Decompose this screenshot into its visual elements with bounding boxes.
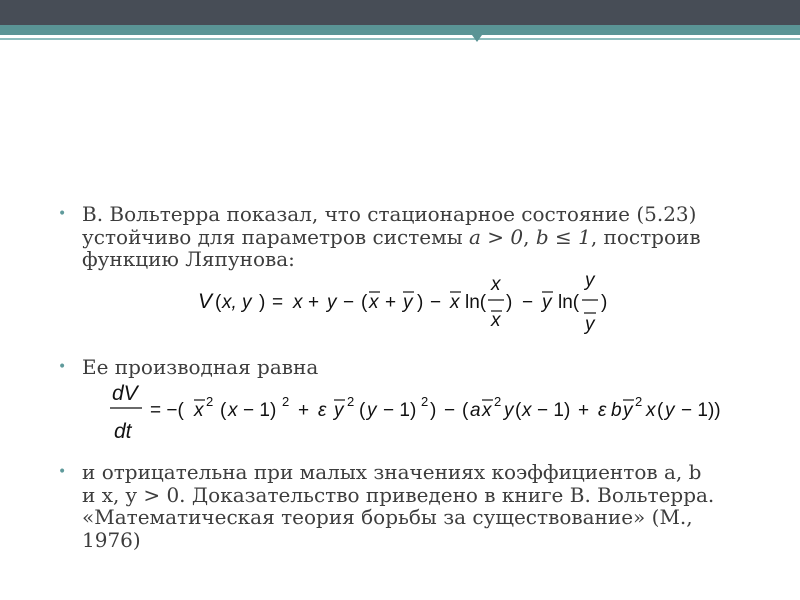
bullet-icon: • — [58, 206, 67, 222]
svg-text:): ) — [601, 292, 608, 313]
svg-text:dV: dV — [112, 382, 138, 405]
svg-text:ε: ε — [598, 400, 607, 421]
svg-text:+: + — [308, 292, 320, 313]
svg-text:(: ( — [657, 400, 664, 421]
accent-bar — [0, 25, 800, 35]
bullet-icon: • — [58, 464, 67, 480]
svg-text:dt: dt — [114, 420, 132, 443]
svg-text:): ) — [259, 292, 266, 313]
svg-text:x: x — [491, 310, 501, 331]
svg-text:y: y — [504, 400, 514, 421]
bullet-lyapunov — [60, 203, 760, 271]
derivative-formula-svg — [108, 376, 778, 448]
svg-text:2: 2 — [494, 394, 502, 409]
svg-text:= −(: = −( — [150, 400, 184, 421]
svg-text:): ) — [430, 400, 437, 421]
bullet-negative — [60, 461, 760, 551]
svg-text:−: − — [430, 292, 442, 313]
svg-text:x: x — [491, 274, 501, 295]
svg-text:ln(: ln( — [465, 292, 487, 313]
svg-text:(: ( — [515, 400, 522, 421]
svg-text:y: y — [623, 400, 633, 421]
svg-text:y: y — [542, 292, 552, 313]
svg-text:−: − — [343, 292, 355, 313]
svg-text:): ) — [506, 292, 513, 313]
bullet-lyapunov-line2: устойчиво для параметров системы a > 0, b ≤ 1, построив — [82, 224, 701, 249]
bullet-negative-line2: и x, y > 0. Доказательство приведено в книге В. Вольтерра. — [82, 482, 715, 507]
svg-text:=: = — [272, 292, 284, 313]
svg-text:+: + — [578, 400, 590, 421]
svg-text:ε: ε — [318, 400, 327, 421]
svg-text:− 1): − 1) — [383, 400, 417, 421]
svg-text:y: y — [334, 400, 344, 421]
svg-text:y: y — [403, 292, 413, 313]
svg-text:− 1): − 1) — [537, 400, 571, 421]
lyapunov-formula-svg — [198, 268, 638, 344]
header-bar — [0, 0, 800, 25]
svg-text:b: b — [611, 400, 622, 421]
svg-text:y: y — [665, 400, 675, 421]
bullet-derivative-text: Ее производная равна — [82, 355, 319, 379]
svg-text:(: ( — [220, 400, 227, 421]
bullet-negative-line4: 1976) — [82, 527, 141, 552]
svg-text:− 1): − 1) — [243, 400, 277, 421]
svg-text:+: + — [385, 292, 397, 313]
svg-text:x: x — [646, 400, 656, 421]
svg-text:V: V — [198, 290, 213, 313]
bullet-lyapunov-line1: В. Вольтерра показал, что стационарное состояние (5.23) — [82, 202, 697, 226]
derivative-formula — [108, 376, 778, 453]
accent-line — [0, 38, 800, 40]
svg-text:ln(: ln( — [558, 292, 580, 313]
triangle-marker-icon — [472, 35, 482, 42]
svg-text:2: 2 — [635, 394, 643, 409]
svg-text:x: x — [228, 400, 238, 421]
svg-text:2: 2 — [206, 394, 214, 409]
svg-text:x: x — [482, 400, 492, 421]
svg-text:a: a — [470, 400, 481, 421]
lyapunov-formula — [198, 268, 638, 349]
bullet-icon: • — [58, 359, 67, 375]
svg-text:2: 2 — [282, 394, 290, 409]
bullet-negative-line1: и отрицательна при малых значениях коэффициентов a, b — [82, 460, 702, 484]
svg-text:− 1)): − 1)) — [681, 400, 721, 421]
svg-text:(: ( — [462, 400, 469, 421]
svg-text:x: x — [522, 400, 532, 421]
bullet-negative-line3: «Математическая теория борьбы за существование» (М., — [82, 505, 693, 529]
svg-text:): ) — [417, 292, 424, 313]
svg-text:y: y — [585, 314, 595, 335]
svg-text:x: x — [369, 292, 379, 313]
svg-text:(: ( — [359, 400, 366, 421]
svg-text:−: − — [522, 292, 534, 313]
svg-text:x, y: x, y — [222, 292, 252, 313]
svg-text:2: 2 — [347, 394, 355, 409]
svg-text:x: x — [293, 292, 303, 313]
svg-text:x: x — [450, 292, 460, 313]
svg-text:2: 2 — [421, 394, 429, 409]
svg-text:x: x — [194, 400, 204, 421]
svg-text:+: + — [298, 400, 310, 421]
svg-text:(: ( — [361, 292, 368, 313]
svg-text:−: − — [444, 400, 456, 421]
svg-text:y: y — [327, 292, 337, 313]
svg-text:y: y — [585, 270, 595, 291]
svg-text:(: ( — [215, 292, 222, 313]
bullet-lyapunov-line3: функцию Ляпунова: — [82, 247, 295, 271]
svg-text:y: y — [367, 400, 377, 421]
